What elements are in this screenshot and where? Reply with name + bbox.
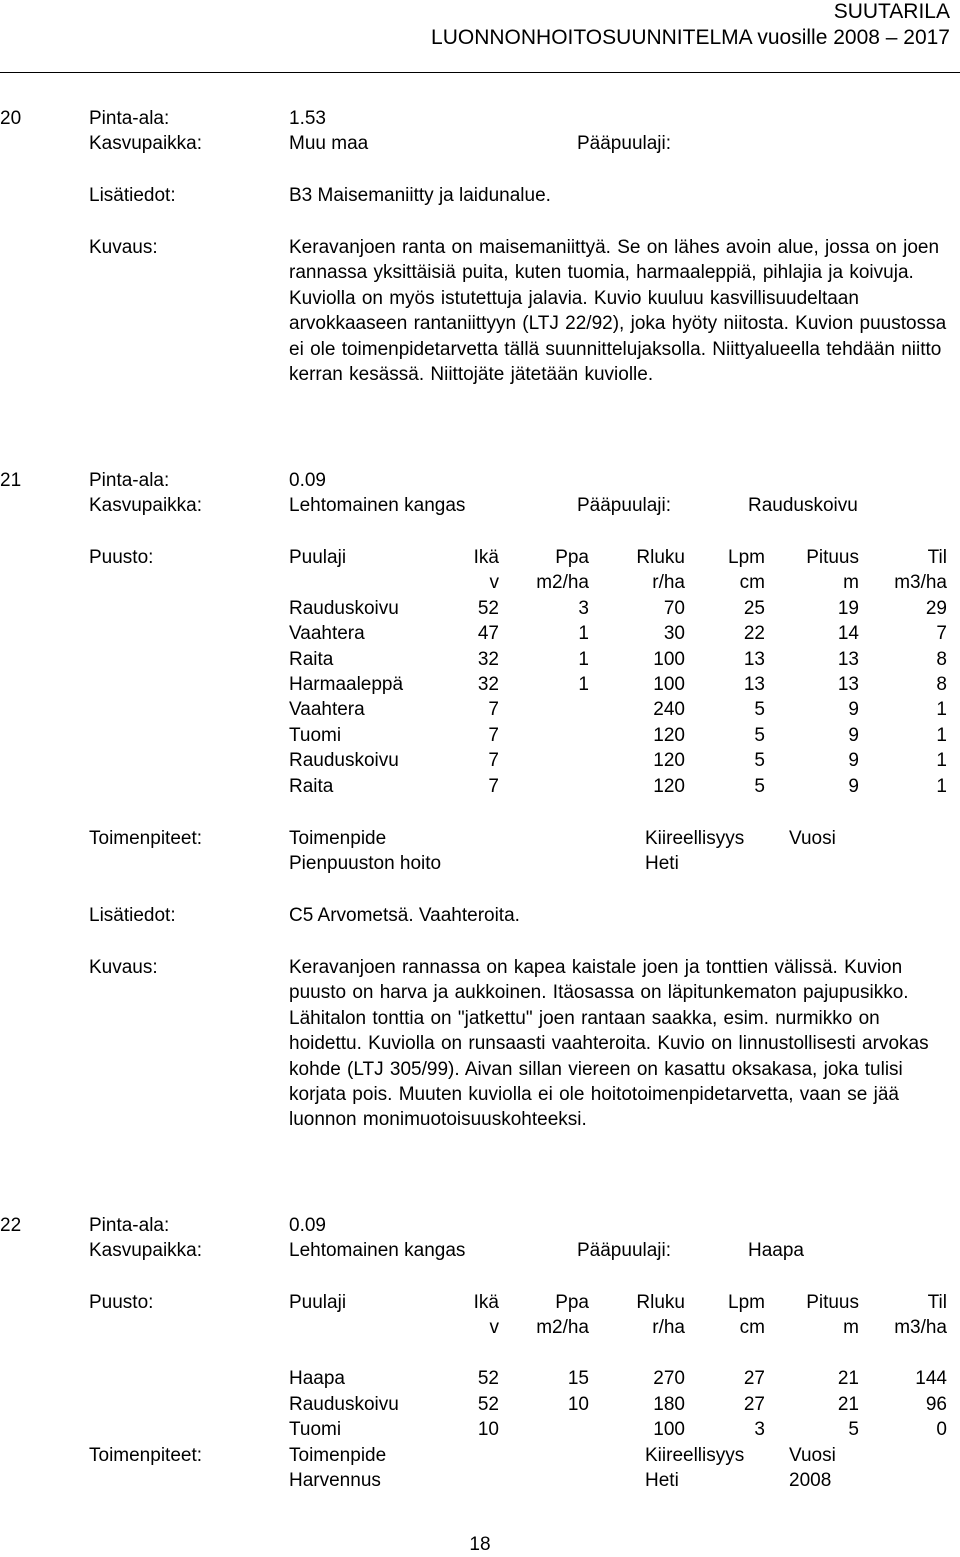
extra-info: C5 Arvometsä. Vaahteroita. xyxy=(289,905,520,926)
label-puusto: Puusto: xyxy=(89,547,154,568)
column-unit-height: m xyxy=(843,572,859,594)
cell-height: 13 xyxy=(837,648,859,670)
cell-height: 9 xyxy=(848,750,859,772)
area-value: 0.09 xyxy=(289,470,326,491)
cell-age: 32 xyxy=(477,674,499,695)
description: Keravanjoen rannassa on kapea kaistale joen ja tonttien välissä. Kuvion puusto on harva ja aukkoinen. Itäosassa on läpitunkematon pajupusikko. Lähitalon tonttia on "jatkettu" joen rantaan saakka, esim. nurmikko on hoidettu. Kuviolla on runsaasti vaahteroita. Kuvio on linnustollisesti arvokas kohde (LTJ 305/99). Aivan sillan viereen on kasattu oksakasa, joka tulisi korjata pois. Muuten kuviolla ei ole hoitotoimenpidetarvetta, vaan se jää luonnon monimuotoisuuskohteeksi. xyxy=(289,957,929,1131)
header-title: SUUTARILA xyxy=(833,0,950,23)
cell-height: 9 xyxy=(848,724,859,746)
extra-info: B3 Maisemaniitty ja laidunalue. xyxy=(289,185,551,206)
cell-urgency: Heti xyxy=(645,853,679,875)
cell-stem-count: 100 xyxy=(653,1419,685,1440)
column-header-volume: Til xyxy=(927,1292,947,1313)
cell-stem-count: 240 xyxy=(653,699,685,721)
header-subtitle: LUONNONHOITOSUUNNITELMA vuosille 2008 – 2017 xyxy=(431,26,950,49)
cell-volume: 1 xyxy=(936,750,947,772)
cell-height: 13 xyxy=(837,674,859,695)
column-unit-stem-count: r/ha xyxy=(652,1317,685,1339)
cell-age: 52 xyxy=(477,1393,499,1415)
cell-basal-area: 1 xyxy=(578,674,589,695)
cell-mean-diameter: 25 xyxy=(743,597,765,619)
cell-species: Vaahtera xyxy=(289,623,365,645)
cell-stem-count: 30 xyxy=(663,623,685,645)
description: Keravanjoen ranta on maisemaniittyä. Se on lähes avoin alue, jossa on joen rannassa yksittäisiä puita, kuten tuomia, harmaaleppiä, pihlajia ja koivuja. Kuviolla on myös istutettuja jalavia. Kuvio kuuluu kasvillisuudeltaan arvokkaaseen rantaniittyyn (LTJ 22/92), joka hyöty niitosta. Kuvion puustossa ei ole toimenpidetarvetta tällä suunnittelujaksolla. Niittyalueella tehdään niitto kerran kesässä. Niittojäte jätetään kuviolle. xyxy=(289,237,947,386)
cell-species: Vaahtera xyxy=(289,699,365,721)
cell-age: 7 xyxy=(488,699,499,721)
cell-volume: 8 xyxy=(936,674,947,695)
cell-species: Haapa xyxy=(289,1368,345,1390)
column-header-height: Pituus xyxy=(806,1292,859,1313)
column-header-basal-area: Ppa xyxy=(555,1292,589,1313)
cell-mean-diameter: 5 xyxy=(754,750,765,772)
cell-species: Rauduskoivu xyxy=(289,750,399,772)
cell-stem-count: 120 xyxy=(653,724,685,746)
column-header-mean-diameter: Lpm xyxy=(728,547,765,568)
column-header-species: Puulaji xyxy=(289,1292,347,1313)
column-header-species: Puulaji xyxy=(289,547,347,568)
cell-volume: 0 xyxy=(936,1419,947,1440)
header-divider xyxy=(0,72,960,73)
label-paapuulaji: Pääpuulaji: xyxy=(577,133,672,154)
cell-mean-diameter: 5 xyxy=(754,699,765,721)
cell-species: Raita xyxy=(289,775,334,797)
column-header-stem-count: Rluku xyxy=(636,547,685,568)
cell-age: 7 xyxy=(488,775,499,797)
cell-volume: 8 xyxy=(936,648,947,670)
column-header-measure: Toimenpide xyxy=(289,828,387,849)
label-kasvupaikka: Kasvupaikka: xyxy=(89,133,203,154)
label-pinta-ala: Pinta-ala: xyxy=(89,108,170,129)
cell-volume: 144 xyxy=(915,1368,947,1390)
cell-urgency: Heti xyxy=(645,1470,679,1492)
section-number: 20 xyxy=(0,108,22,129)
column-header-urgency: Kiireellisyys xyxy=(645,1445,745,1466)
cell-volume: 1 xyxy=(936,699,947,721)
cell-species: Rauduskoivu xyxy=(289,1393,399,1415)
cell-height: 21 xyxy=(837,1368,859,1390)
column-unit-mean-diameter: cm xyxy=(739,1317,765,1339)
cell-mean-diameter: 5 xyxy=(754,775,765,797)
label-puusto: Puusto: xyxy=(89,1292,154,1313)
column-header-measure: Toimenpide xyxy=(289,1445,387,1466)
column-header-volume: Til xyxy=(927,547,947,568)
cell-species: Rauduskoivu xyxy=(289,597,399,619)
column-header-stem-count: Rluku xyxy=(636,1292,685,1313)
cell-volume: 29 xyxy=(925,597,947,619)
cell-stem-count: 70 xyxy=(663,597,685,619)
main-species-value: Haapa xyxy=(748,1240,804,1261)
column-unit-age: v xyxy=(489,572,499,594)
area-value: 0.09 xyxy=(289,1215,326,1236)
label-lisatiedot: Lisätiedot: xyxy=(89,185,176,206)
cell-stem-count: 120 xyxy=(653,750,685,772)
column-header-year: Vuosi xyxy=(789,828,836,849)
label-pinta-ala: Pinta-ala: xyxy=(89,470,170,491)
cell-volume: 1 xyxy=(936,775,947,797)
label-kuvaus: Kuvaus: xyxy=(89,957,158,978)
cell-basal-area: 15 xyxy=(567,1368,589,1390)
cell-mean-diameter: 3 xyxy=(754,1419,765,1440)
cell-height: 21 xyxy=(837,1393,859,1415)
main-species-value: Rauduskoivu xyxy=(748,495,858,516)
column-header-year: Vuosi xyxy=(789,1445,836,1466)
cell-mean-diameter: 27 xyxy=(743,1393,765,1415)
area-value: 1.53 xyxy=(289,108,326,129)
cell-year: 2008 xyxy=(789,1470,832,1492)
cell-basal-area: 10 xyxy=(567,1393,589,1415)
cell-volume: 96 xyxy=(925,1393,947,1415)
cell-mean-diameter: 22 xyxy=(743,623,765,645)
column-unit-age: v xyxy=(489,1317,499,1339)
column-unit-volume: m3/ha xyxy=(894,572,947,594)
cell-mean-diameter: 27 xyxy=(743,1368,765,1390)
column-unit-stem-count: r/ha xyxy=(652,572,685,594)
cell-age: 52 xyxy=(477,597,499,619)
column-header-urgency: Kiireellisyys xyxy=(645,828,745,849)
cell-species: Harmaaleppä xyxy=(289,674,404,695)
column-unit-height: m xyxy=(843,1317,859,1339)
cell-height: 9 xyxy=(848,699,859,721)
cell-mean-diameter: 13 xyxy=(743,674,765,695)
section-number: 21 xyxy=(0,470,22,491)
cell-stem-count: 100 xyxy=(653,648,685,670)
cell-basal-area: 1 xyxy=(578,623,589,645)
cell-species: Raita xyxy=(289,648,334,670)
page-number: 18 xyxy=(469,1534,491,1555)
cell-age: 7 xyxy=(488,724,499,746)
cell-height: 9 xyxy=(848,775,859,797)
cell-age: 7 xyxy=(488,750,499,772)
cell-basal-area: 1 xyxy=(578,648,589,670)
label-lisatiedot: Lisätiedot: xyxy=(89,905,176,926)
label-pinta-ala: Pinta-ala: xyxy=(89,1215,170,1236)
label-kasvupaikka: Kasvupaikka: xyxy=(89,1240,203,1261)
label-kuvaus: Kuvaus: xyxy=(89,237,158,258)
section-number: 22 xyxy=(0,1215,22,1236)
label-paapuulaji: Pääpuulaji: xyxy=(577,495,672,516)
label-kasvupaikka: Kasvupaikka: xyxy=(89,495,203,516)
column-unit-basal-area: m2/ha xyxy=(536,1317,589,1339)
cell-volume: 1 xyxy=(936,724,947,746)
cell-mean-diameter: 5 xyxy=(754,724,765,746)
label-toimenpiteet: Toimenpiteet: xyxy=(89,1445,203,1466)
column-header-basal-area: Ppa xyxy=(555,547,589,568)
site-value: Lehtomainen kangas xyxy=(289,495,466,516)
column-header-height: Pituus xyxy=(806,547,859,568)
cell-species: Tuomi xyxy=(289,1419,342,1440)
cell-age: 32 xyxy=(477,648,499,670)
column-header-age: Ikä xyxy=(473,547,499,568)
cell-stem-count: 120 xyxy=(653,775,685,797)
cell-height: 19 xyxy=(837,597,859,619)
column-unit-basal-area: m2/ha xyxy=(536,572,589,594)
cell-species: Tuomi xyxy=(289,724,342,746)
column-unit-volume: m3/ha xyxy=(894,1317,947,1339)
cell-height: 5 xyxy=(848,1419,859,1440)
cell-age: 47 xyxy=(477,623,499,645)
cell-height: 14 xyxy=(837,623,859,645)
label-toimenpiteet: Toimenpiteet: xyxy=(89,828,203,849)
cell-measure: Harvennus xyxy=(289,1470,381,1492)
column-header-age: Ikä xyxy=(473,1292,499,1313)
cell-age: 52 xyxy=(477,1368,499,1390)
cell-measure: Pienpuuston hoito xyxy=(289,853,442,875)
cell-stem-count: 100 xyxy=(653,674,685,695)
cell-basal-area: 3 xyxy=(578,597,589,619)
cell-stem-count: 270 xyxy=(653,1368,685,1390)
cell-volume: 7 xyxy=(936,623,947,645)
cell-age: 10 xyxy=(477,1419,499,1440)
column-header-mean-diameter: Lpm xyxy=(728,1292,765,1313)
label-paapuulaji: Pääpuulaji: xyxy=(577,1240,672,1261)
column-unit-mean-diameter: cm xyxy=(739,572,765,594)
cell-mean-diameter: 13 xyxy=(743,648,765,670)
site-value: Muu maa xyxy=(289,133,369,154)
site-value: Lehtomainen kangas xyxy=(289,1240,466,1261)
cell-stem-count: 180 xyxy=(653,1393,685,1415)
